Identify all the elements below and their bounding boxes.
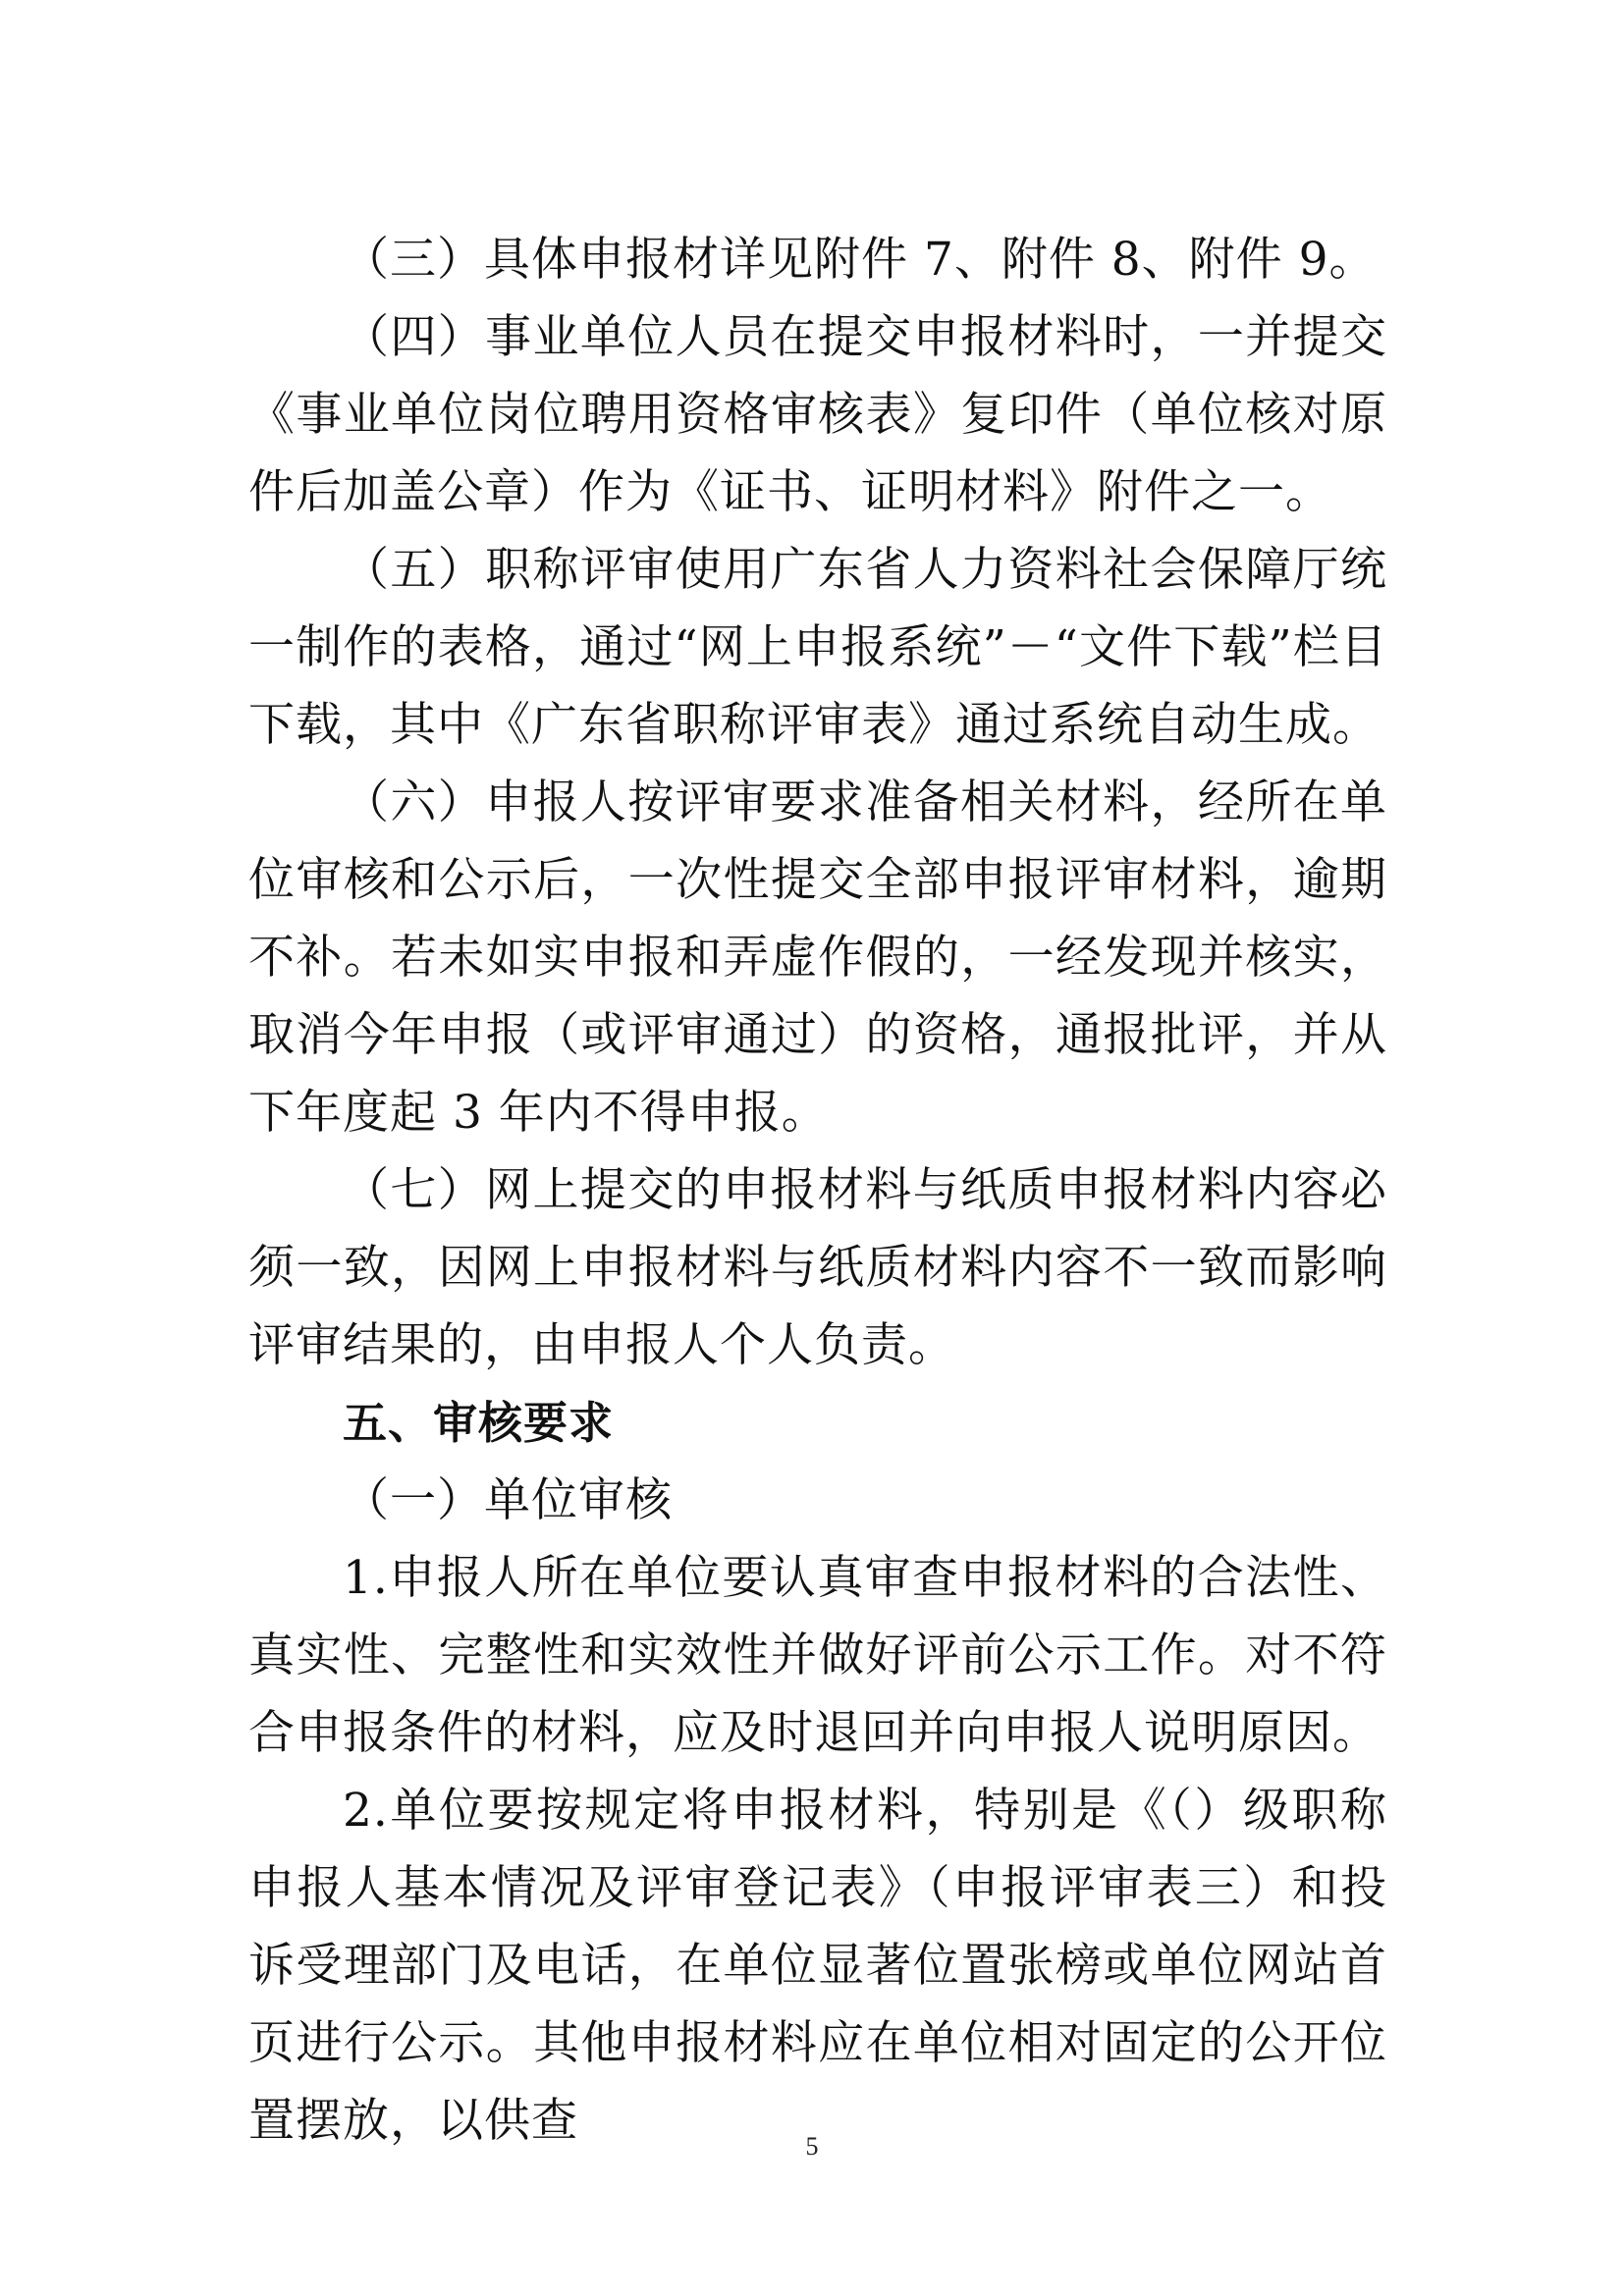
document-body	[248, 221, 1387, 2160]
para-audit-1: 1.申报人所在单位要认真审查申报材料的合法性、真实性、完整性和实效性并做好评前公示工作。对不符合申报条件的材料，应及时退回并向申报人说明原因。	[248, 1551, 1387, 1760]
para-item-3: （三）具体申报材详见附件 7、附件 8、附件 9。	[343, 233, 1377, 287]
para-item-4: （四）事业单位人员在提交申报材料时，一并提交《事业单位岗位聘用资格审核表》复印件（单位核对原件后加盖公章）作为《证书、证明材料》附件之一。	[248, 310, 1387, 519]
para-audit-2: 2.单位要按规定将申报材料，特别是《（）级职称申报人基本情况及评审登记表》（申报评审表三）和投诉受理部门及电话，在单位显著位置张榜或单位网站首页进行公示。其他申报材料应在单位相对固定的公开位置摆放，以供查	[248, 1784, 1387, 2148]
para-item-6: （六）申报人按评审要求准备相关材料，经所在单位审核和公示后，一次性提交全部申报评审材料，逾期不补。若未如实申报和弄虚作假的，一经发现并核实，取消今年申报（或评审通过）的资格，通报批评，并从下年度起 3 年内不得申报。	[248, 775, 1387, 1140]
section-heading-5: 五、审核要求	[343, 1397, 615, 1449]
page-number: 5	[805, 2132, 819, 2161]
subsection-heading-1: （一）单位审核	[343, 1473, 673, 1527]
para-item-7: （七）网上提交的申报材料与纸质申报材料内容必须一致，因网上申报材料与纸质材料内容不一致而影响评审结果的，由申报人个人负责。	[248, 1163, 1387, 1372]
para-item-5: （五）职称评审使用广东省人力资料社会保障厅统一制作的表格，通过“网上申报系统”－“文件下载”栏目下载，其中《广东省职称评审表》通过系统自动生成。	[248, 543, 1387, 752]
